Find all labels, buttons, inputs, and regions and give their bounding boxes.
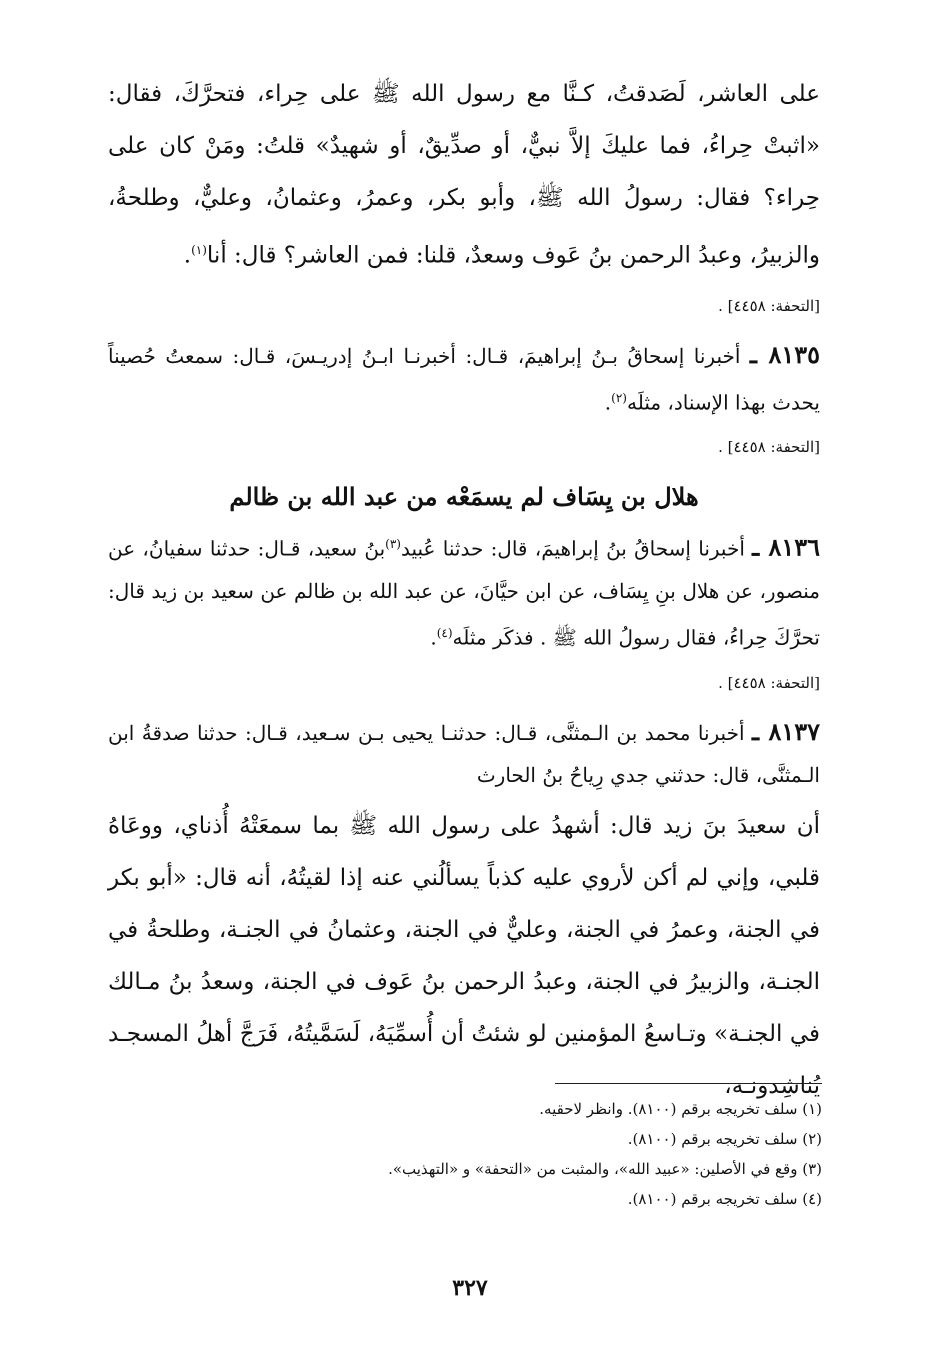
bottom-paragraph: أن سعيدَ بنَ زيد قال: أشهدُ على رسول الله ﷺ بما سمعَتْهُ أُذناي، ووعَاهُ قلبي، وإني لم أكن لأروي عليه كذباً يسألُني عنه إذا لقيتُهُ، أنه قال: «أبو بكر في الجنة، وعمرُ في الجنة، وعليٌّ في الجنة، وعثمانُ في الجنـة، وطلحةُ في الجنـة، والزبيرُ في الجنة، وعبدُ الرحمن بنُ عَوف في الجنة، وسعدُ بنُ مـالك في الجنـة» وتـاسعُ المؤمنين لو شئتُ أن أُسمِّيَهُ، لَسَمَّيتُهُ، فَرَجَّ أهلُ المسجـد يُناشِدونـه،: [108, 812, 820, 1099]
footnote-2: (٢) سلف تخريجه برقم (٨١٠٠).: [627, 1130, 822, 1148]
section-heading: هلال بن يِسَاف لم يسمَعْه من عبد الله بن ظالم: [229, 482, 699, 512]
hadith-text: أخبرنا إسحاقُ بـنُ إبراهيمَ، قـال: أخبرنـا ابـنُ إدريـسَ، قـال: سمعتُ حُصيناً يحدث بهذا الإسناد، مثلَه: [108, 343, 820, 415]
footnote-3: (٣) وقع في الأصلين: «عبيد الله»، والمثبت من «التحفة» و «التهذيب».: [388, 1160, 822, 1178]
hadith-text: بنُ سعيد، قـال: حدثنا سفيانُ، عن منصور، عن هلال بنِ يِسَاف، عن ابن حيَّانَ، عن عبد الله بن ظالم عن سعيد بن زيد قال: تحرَّكَ حِراءُ، فقال رسولُ الله ﷺ . فذكَر مثلَه: [108, 536, 820, 650]
hadith-number: ٨١٣٥ ـ: [749, 339, 820, 369]
top-paragraph: على العاشر، لَصَدقتُ، كـنَّا مع رسول الله ﷺ على حِراء، فتحرَّكَ، فقال: «اثبتْ حِراءُ، فما عليكَ إلاَّ نبيٌّ، أو صدِّيقٌ، أو شهيدٌ» قلتُ: ومَنْ كان على حِراء؟ فقال: رسولُ الله ﷺ، وأبو بكر، وعمرُ، وعثمانُ، وعليٌّ، وطلحةُ، والزبيرُ، وعبدُ الرحمن بنُ عَوف وسعدٌ، قلنا: فمن العاشر؟ قال: أنا$^{(١)}$.: [108, 81, 820, 269]
tuhfa-reference: [التحفة: ٤٤٥٨] .: [718, 296, 820, 315]
page-number: ٣٢٧: [452, 1275, 488, 1301]
footnote-marker: (٤): [436, 625, 453, 640]
hadith-number: ٨١٣٦ ـ: [752, 532, 821, 562]
hadith-8137: [108, 711, 820, 796]
hadith-8136: ٨١٣٦ ـ أخبرنا إسحاقُ بنُ إبراهيمَ، قال: حدثنا عُبيد$^{(٣)}$بنُ سعيد، قـال: حدثنا سفيانُ، عن منصور، عن هلال بنِ يِسَاف، عن ابن حيَّانَ، عن عبد الله بن ظالم عن سعيد بن زيد قال: تحرَّكَ حِراءُ، فقال رسولُ الله ﷺ . فذكَر مثلَه$^{(٤)}$.: [108, 532, 821, 650]
hadith-text: أخبرنا إسحاقُ بنُ إبراهيمَ، قال: حدثنا عُبيد: [400, 536, 745, 561]
footnote-marker: (٣): [385, 537, 401, 552]
footnote-divider: [555, 1083, 822, 1084]
hadith-number: ٨١٣٧ ـ: [751, 716, 821, 746]
footnote-4: (٤) سلف تخريجه برقم (٨١٠٠).: [627, 1190, 822, 1208]
footnote-1: (١) سلف تخريجه برقم (٨١٠٠). وانظر لاحقيه.: [539, 1100, 822, 1118]
footnote-marker: (١): [191, 243, 207, 257]
footnote-marker: (٢): [611, 390, 627, 405]
hadith-text: أخبرنا محمد بن الـمثنَّى، قـال: حدثنـا يحيى بـن سـعيد، قـال: حدثنا صدقةُ ابن الـمثنَّى، قال: حدثني جدي رِياحُ بنُ الحارث: [108, 720, 820, 787]
top-paragraph-text: على العاشر، لَصَدقتُ، كـنَّا مع رسول الله ﷺ على حِراء، فتحرَّكَ، فقال: «اثبتْ حِراءُ، فما عليكَ إلاَّ نبيٌّ، أو صدِّيقٌ، أو شهيدٌ» قلتُ: ومَنْ كان على حِراء؟ فقال: رسولُ الله ﷺ، وأبو بكر، وعمرُ، وعثمانُ، وعليٌّ، وطلحةُ، والزبيرُ، وعبدُ الرحمن بنُ عَوف وسعدٌ، قلنا: فمن العاشر؟ قال: أنا: [108, 81, 820, 269]
hadith-8135: ٨١٣٥ ـ أخبرنا إسحاقُ بـنُ إبراهيمَ، قـال: أخبرنـا ابـنُ إدريـسَ، قـال: سمعتُ حُصيناً يحدث بهذا الإسناد، مثلَه$^{(٢)}$.: [108, 339, 820, 415]
tuhfa-reference: [التحفة: ٤٤٥٨] .: [718, 438, 820, 457]
tuhfa-reference: [التحفة: ٤٤٥٨] .: [718, 673, 820, 692]
page-body: [108, 68, 820, 1112]
footnotes: [222, 1094, 822, 1214]
